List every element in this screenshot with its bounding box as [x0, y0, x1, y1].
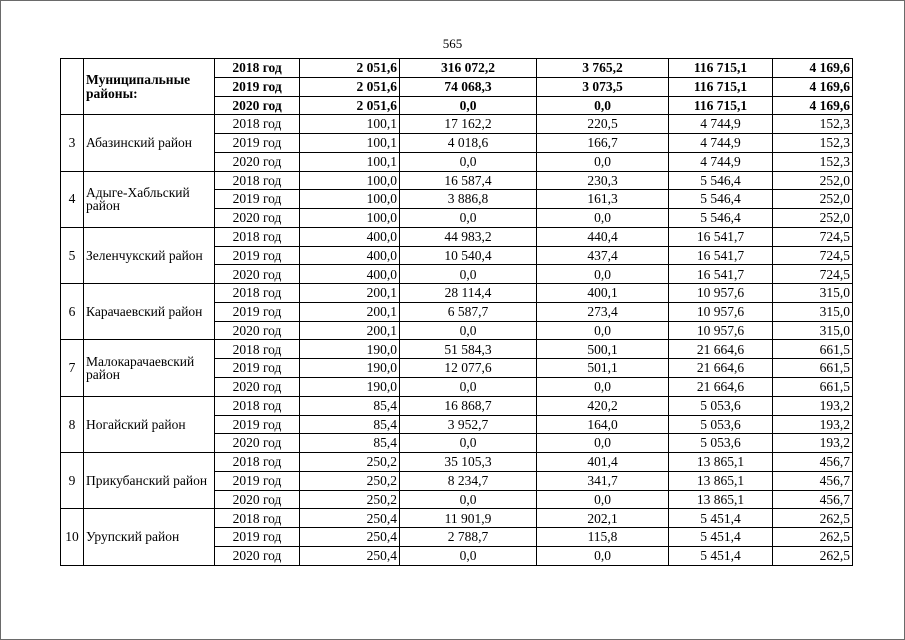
- value-cell: 28 114,4: [400, 284, 537, 303]
- value-cell: 3 765,2: [537, 59, 669, 78]
- district-number: 6: [61, 284, 84, 340]
- value-cell: 500,1: [537, 340, 669, 359]
- value-cell: 200,1: [300, 284, 400, 303]
- value-cell: 400,0: [300, 246, 400, 265]
- value-cell: 193,2: [773, 415, 853, 434]
- value-cell: 190,0: [300, 340, 400, 359]
- year-cell: 2020 год: [215, 321, 300, 340]
- table-row: [61, 509, 853, 528]
- value-cell: 12 077,6: [400, 359, 537, 378]
- value-cell: 5 546,4: [669, 190, 773, 209]
- value-cell: 5 451,4: [669, 528, 773, 547]
- data-table: [60, 58, 853, 566]
- value-cell: 220,5: [537, 115, 669, 134]
- value-cell: 0,0: [537, 152, 669, 171]
- value-cell: 400,1: [537, 284, 669, 303]
- value-cell: 4 169,6: [773, 96, 853, 115]
- year-cell: 2018 год: [215, 453, 300, 472]
- table-row: [61, 453, 853, 472]
- value-cell: 44 983,2: [400, 227, 537, 246]
- value-cell: 230,3: [537, 171, 669, 190]
- year-cell: 2019 год: [215, 190, 300, 209]
- district-number: 7: [61, 340, 84, 396]
- district-name: Адыге-Хабльский район: [84, 171, 215, 227]
- value-cell: 724,5: [773, 265, 853, 284]
- value-cell: 0,0: [400, 434, 537, 453]
- value-cell: 85,4: [300, 415, 400, 434]
- year-cell: 2019 год: [215, 528, 300, 547]
- value-cell: 0,0: [400, 96, 537, 115]
- year-cell: 2019 год: [215, 246, 300, 265]
- value-cell: 3 073,5: [537, 77, 669, 96]
- value-cell: 0,0: [537, 321, 669, 340]
- value-cell: 100,1: [300, 134, 400, 153]
- summary-number-cell: [61, 59, 84, 115]
- value-cell: 316 072,2: [400, 59, 537, 78]
- value-cell: 0,0: [400, 209, 537, 228]
- value-cell: 4 169,6: [773, 77, 853, 96]
- value-cell: 5 053,6: [669, 396, 773, 415]
- table-row: [61, 284, 853, 303]
- value-cell: 6 587,7: [400, 302, 537, 321]
- value-cell: 152,3: [773, 134, 853, 153]
- table-row: [61, 115, 853, 134]
- value-cell: 85,4: [300, 434, 400, 453]
- value-cell: 724,5: [773, 246, 853, 265]
- year-cell: 2018 год: [215, 115, 300, 134]
- district-name: Прикубанский район: [84, 453, 215, 509]
- value-cell: 152,3: [773, 115, 853, 134]
- value-cell: 11 901,9: [400, 509, 537, 528]
- value-cell: 5 451,4: [669, 546, 773, 565]
- table-row: [61, 396, 853, 415]
- value-cell: 116 715,1: [669, 59, 773, 78]
- value-cell: 273,4: [537, 302, 669, 321]
- value-cell: 74 068,3: [400, 77, 537, 96]
- value-cell: 456,7: [773, 453, 853, 472]
- value-cell: 661,5: [773, 378, 853, 397]
- value-cell: 420,2: [537, 396, 669, 415]
- value-cell: 437,4: [537, 246, 669, 265]
- value-cell: 10 957,6: [669, 284, 773, 303]
- district-name: Зеленчукский район: [84, 227, 215, 283]
- value-cell: 0,0: [537, 265, 669, 284]
- summary-row: [61, 59, 853, 78]
- value-cell: 16 541,7: [669, 265, 773, 284]
- year-cell: 2019 год: [215, 77, 300, 96]
- value-cell: 0,0: [537, 434, 669, 453]
- table-row: [61, 227, 853, 246]
- district-name: Абазинский район: [84, 115, 215, 171]
- value-cell: 21 664,6: [669, 340, 773, 359]
- year-cell: 2020 год: [215, 490, 300, 509]
- value-cell: 2 051,6: [300, 77, 400, 96]
- year-cell: 2020 год: [215, 546, 300, 565]
- value-cell: 0,0: [537, 96, 669, 115]
- value-cell: 262,5: [773, 546, 853, 565]
- value-cell: 5 546,4: [669, 171, 773, 190]
- year-cell: 2019 год: [215, 302, 300, 321]
- value-cell: 401,4: [537, 453, 669, 472]
- value-cell: 193,2: [773, 434, 853, 453]
- year-cell: 2020 год: [215, 378, 300, 397]
- value-cell: 3 886,8: [400, 190, 537, 209]
- value-cell: 10 957,6: [669, 302, 773, 321]
- value-cell: 85,4: [300, 396, 400, 415]
- value-cell: 4 744,9: [669, 152, 773, 171]
- value-cell: 166,7: [537, 134, 669, 153]
- year-cell: 2018 год: [215, 227, 300, 246]
- summary-title: Муниципальные районы:: [84, 59, 215, 115]
- value-cell: 2 788,7: [400, 528, 537, 547]
- value-cell: 100,1: [300, 115, 400, 134]
- year-cell: 2018 год: [215, 396, 300, 415]
- page-number: 565: [442, 36, 463, 51]
- value-cell: 13 865,1: [669, 453, 773, 472]
- value-cell: 10 540,4: [400, 246, 537, 265]
- district-number: 3: [61, 115, 84, 171]
- value-cell: 262,5: [773, 509, 853, 528]
- value-cell: 0,0: [537, 378, 669, 397]
- value-cell: 2 051,6: [300, 96, 400, 115]
- value-cell: 250,4: [300, 509, 400, 528]
- value-cell: 200,1: [300, 302, 400, 321]
- value-cell: 0,0: [537, 490, 669, 509]
- year-cell: 2018 год: [215, 171, 300, 190]
- value-cell: 13 865,1: [669, 471, 773, 490]
- value-cell: 16 587,4: [400, 171, 537, 190]
- value-cell: 341,7: [537, 471, 669, 490]
- value-cell: 4 744,9: [669, 134, 773, 153]
- value-cell: 5 546,4: [669, 209, 773, 228]
- value-cell: 4 744,9: [669, 115, 773, 134]
- year-cell: 2019 год: [215, 134, 300, 153]
- value-cell: 440,4: [537, 227, 669, 246]
- value-cell: 100,0: [300, 209, 400, 228]
- year-cell: 2020 год: [215, 96, 300, 115]
- value-cell: 100,0: [300, 171, 400, 190]
- value-cell: 190,0: [300, 378, 400, 397]
- value-cell: 252,0: [773, 171, 853, 190]
- value-cell: 8 234,7: [400, 471, 537, 490]
- value-cell: 116 715,1: [669, 96, 773, 115]
- value-cell: 161,3: [537, 190, 669, 209]
- year-cell: 2019 год: [215, 359, 300, 378]
- value-cell: 252,0: [773, 209, 853, 228]
- value-cell: 10 957,6: [669, 321, 773, 340]
- value-cell: 16 541,7: [669, 246, 773, 265]
- table-row: [61, 340, 853, 359]
- district-number: 5: [61, 227, 84, 283]
- year-cell: 2018 год: [215, 284, 300, 303]
- value-cell: 0,0: [537, 209, 669, 228]
- value-cell: 250,2: [300, 453, 400, 472]
- value-cell: 3 952,7: [400, 415, 537, 434]
- district-number: 9: [61, 453, 84, 509]
- year-cell: 2020 год: [215, 152, 300, 171]
- value-cell: 202,1: [537, 509, 669, 528]
- district-name: Карачаевский район: [84, 284, 215, 340]
- value-cell: 2 051,6: [300, 59, 400, 78]
- value-cell: 661,5: [773, 359, 853, 378]
- value-cell: 100,0: [300, 190, 400, 209]
- value-cell: 0,0: [537, 546, 669, 565]
- value-cell: 100,1: [300, 152, 400, 171]
- value-cell: 250,4: [300, 528, 400, 547]
- value-cell: 0,0: [400, 546, 537, 565]
- value-cell: 315,0: [773, 302, 853, 321]
- value-cell: 200,1: [300, 321, 400, 340]
- value-cell: 456,7: [773, 490, 853, 509]
- value-cell: 400,0: [300, 265, 400, 284]
- value-cell: 116 715,1: [669, 77, 773, 96]
- value-cell: 4 018,6: [400, 134, 537, 153]
- district-number: 4: [61, 171, 84, 227]
- value-cell: 252,0: [773, 190, 853, 209]
- value-cell: 0,0: [400, 378, 537, 397]
- value-cell: 5 053,6: [669, 415, 773, 434]
- value-cell: 315,0: [773, 284, 853, 303]
- district-name: Ногайский район: [84, 396, 215, 452]
- district-name: Малокарачаевский район: [84, 340, 215, 396]
- value-cell: 250,4: [300, 546, 400, 565]
- table-row: [61, 171, 853, 190]
- district-name: Урупский район: [84, 509, 215, 566]
- value-cell: 13 865,1: [669, 490, 773, 509]
- value-cell: 51 584,3: [400, 340, 537, 359]
- value-cell: 0,0: [400, 321, 537, 340]
- value-cell: 400,0: [300, 227, 400, 246]
- value-cell: 5 053,6: [669, 434, 773, 453]
- value-cell: 17 162,2: [400, 115, 537, 134]
- value-cell: 0,0: [400, 265, 537, 284]
- year-cell: 2019 год: [215, 471, 300, 490]
- district-number: 10: [61, 509, 84, 566]
- value-cell: 5 451,4: [669, 509, 773, 528]
- value-cell: 16 868,7: [400, 396, 537, 415]
- year-cell: 2020 год: [215, 265, 300, 284]
- value-cell: 164,0: [537, 415, 669, 434]
- district-number: 8: [61, 396, 84, 452]
- value-cell: 21 664,6: [669, 378, 773, 397]
- year-cell: 2018 год: [215, 509, 300, 528]
- year-cell: 2020 год: [215, 434, 300, 453]
- value-cell: 35 105,3: [400, 453, 537, 472]
- year-cell: 2018 год: [215, 340, 300, 359]
- value-cell: 501,1: [537, 359, 669, 378]
- value-cell: 190,0: [300, 359, 400, 378]
- value-cell: 250,2: [300, 471, 400, 490]
- value-cell: 152,3: [773, 152, 853, 171]
- value-cell: 315,0: [773, 321, 853, 340]
- value-cell: 0,0: [400, 152, 537, 171]
- value-cell: 4 169,6: [773, 59, 853, 78]
- value-cell: 115,8: [537, 528, 669, 547]
- value-cell: 456,7: [773, 471, 853, 490]
- year-cell: 2019 год: [215, 415, 300, 434]
- value-cell: 21 664,6: [669, 359, 773, 378]
- value-cell: 262,5: [773, 528, 853, 547]
- value-cell: 193,2: [773, 396, 853, 415]
- value-cell: 16 541,7: [669, 227, 773, 246]
- value-cell: 724,5: [773, 227, 853, 246]
- value-cell: 661,5: [773, 340, 853, 359]
- value-cell: 0,0: [400, 490, 537, 509]
- year-cell: 2020 год: [215, 209, 300, 228]
- year-cell: 2018 год: [215, 59, 300, 78]
- value-cell: 250,2: [300, 490, 400, 509]
